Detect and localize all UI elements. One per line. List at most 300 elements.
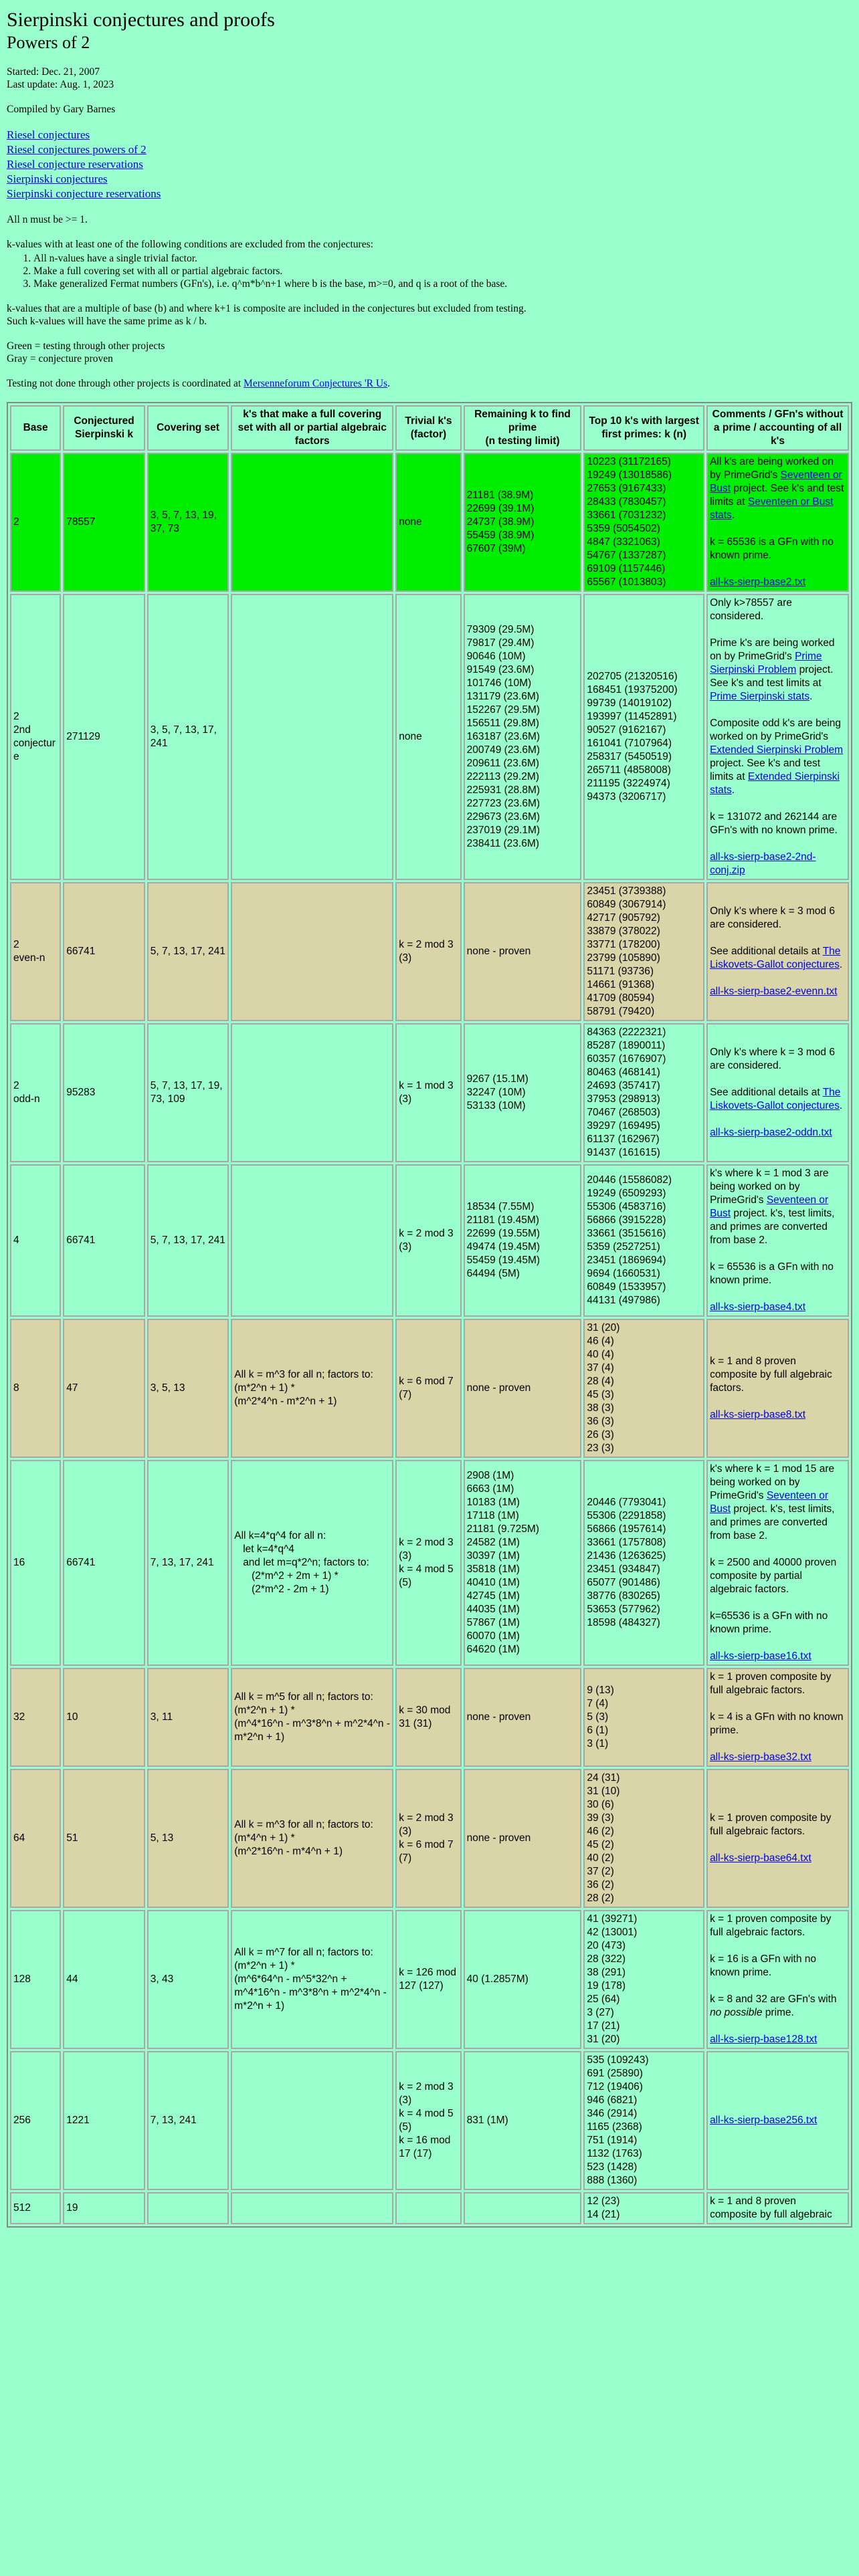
comment-text: Only k>78557 are considered. [710,597,792,622]
top-k-entry: 39297 (169495) [587,1120,660,1132]
remaining-k: none - proven [466,946,531,957]
compiled-by: Compiled by Gary Barnes [7,104,116,115]
comment-text: k = 2500 and 40000 proven composite by partial algebraic factors. [710,1557,837,1595]
column-header [63,405,145,451]
coordination-end: . [387,378,390,389]
top-k-entry: 31 (20) [587,2034,620,2045]
comment-text: All k's are being worked on by PrimeGrid's [710,456,834,481]
comment-text: k=65536 is a GFn with no known prime. [710,1610,828,1635]
comment-block [710,1812,846,1838]
covering-set-cell: 3, 5, 7, 13, 17, 241 [147,594,229,880]
remaining-k: 238411 (23.6M) [466,838,539,849]
comment-text: Prime k's are being worked on by PrimeGrid's [710,637,835,662]
covering-set-cell: 3, 43 [147,1910,229,2049]
top-k-entry: 21436 (1263625) [587,1550,666,1562]
top-k-entry: 7 (4) [587,1698,609,1709]
top-k-entry: 94373 (3206717) [587,791,666,802]
table-row [10,1164,849,1317]
comment-text: See additional details at [710,1087,823,1098]
trivial-ks-cell [395,1023,461,1162]
column-header-text: Remaining k to find prime [474,409,571,433]
comment-block [710,536,846,562]
algebraic-factors-cell [231,453,393,592]
comment-text: k = 1 proven composite by full algebraic factors. [710,1812,832,1837]
table-row [10,2192,849,2224]
top-k-entry: 33661 (3515616) [587,1228,666,1239]
remaining-k: 21181 (9.725M) [466,1523,539,1535]
top-k-entry: 36 (2) [587,1879,614,1891]
column-header [231,405,393,451]
top-k-entry: 712 (19406) [587,2081,643,2092]
top-k-entry: 5359 (5054502) [587,523,660,534]
comment-link[interactable]: The Liskovets-Gallot conjectures [710,1087,841,1111]
table-row [10,453,849,592]
comment-block [710,2033,846,2046]
remaining-k-cell [464,453,582,592]
top-k-entry: 23451 (3739388) [587,885,666,897]
comment-text: Only k's where k = 3 mod 6 are considered. [710,905,835,930]
base-cell [10,2051,61,2190]
base-value: conjecture [13,738,56,762]
trivial-line: k = 6 mod 7 (7) [399,1376,454,1400]
column-header-text: Conjectured Sierpinski k [74,415,134,440]
algebraic-factors-cell [231,1023,393,1162]
comment-block [710,1463,846,1543]
remaining-k-cell [464,1668,582,1767]
remaining-k-cell [464,1164,582,1317]
top-k-entry: 888 (1360) [587,2175,638,2186]
comment-block [710,1046,846,1073]
top-k-entry: 46 (2) [587,1826,614,1837]
base-value: odd-n [13,1093,40,1105]
top-k-entry: 19249 (13018586) [587,469,672,481]
comment-text: k's where k = 1 mod 15 are being worked on by PrimeGrid's [710,1463,835,1501]
comment-link[interactable]: The Liskovets-Gallot conjectures [710,946,841,970]
exclusion-intro: k-values with at least one of the following conditions are excluded from the conjectures: [7,239,373,250]
trivial-ks-cell [395,2192,461,2224]
base-value: 16 [13,1557,25,1568]
comment-block [710,1650,846,1663]
remaining-k-cell [464,1023,582,1162]
conjectured-k-cell: 47 [63,1319,145,1458]
algebraic-factors-cell [231,1910,393,2049]
algebraic-line: (m*2^n + 1) * [234,1705,295,1716]
column-header-text: Comments / GFn's without a prime / accounting of all k's [712,409,844,447]
trivial-ks-cell [395,453,461,592]
algebraic-line: (m*2^n + 1) * [234,1382,295,1394]
coordination-text: Testing not done through other projects is coordinated at [7,378,244,389]
trivial-ks-cell [395,1769,461,1908]
top-k-entry: 18598 (484327) [587,1617,660,1628]
comment-text: See additional details at [710,946,823,957]
remaining-k: 101746 (10M) [466,677,532,689]
top-k-entry: 1132 (1763) [587,2148,642,2159]
top-10-cell [583,1668,704,1767]
algebraic-factors-cell [231,1668,393,1767]
top-k-entry: 80463 (468141) [587,1067,660,1078]
top-k-entry: 26 (3) [587,1429,614,1440]
comment-block [710,1671,846,1697]
comment-text: project. k's, test limits, and primes are converted from base 2. [710,1503,835,1541]
comment-link[interactable]: Seventeen or Bust [710,1490,829,1515]
top-k-entry: 14 (21) [587,2209,620,2220]
top-10-cell [583,1910,704,2049]
nav-link[interactable]: Riesel conjectures [7,128,90,141]
exclusion-item: 1. All n-values have a single trivial factor. [33,252,852,265]
remaining-k: 35818 (1M) [466,1564,520,1575]
comment-text: . [731,510,735,521]
nav-link[interactable]: Riesel conjectures powers of 2 [7,143,147,156]
comments-cell [706,1910,849,2049]
top-k-entry: 45 (2) [587,1839,614,1850]
covering-set-cell: 5, 7, 13, 17, 19, 73, 109 [147,1023,229,1162]
top-k-entry: 37 (4) [587,1362,614,1374]
top-k-entry: 6 (1) [587,1725,609,1736]
base-cell [10,1668,61,1767]
comment-link[interactable]: all-ks-sierp-base128.txt [710,2034,818,2045]
top-k-entry: 28 (322) [587,1953,626,1965]
top-k-entry: 85287 (1890011) [587,1040,666,1051]
conjectured-k-cell: 19 [63,2192,145,2224]
comment-text: k = 1 and 8 proven composite by full algebraic [710,2195,832,2220]
comment-text: Only k's where k = 3 mod 6 are considered. [710,1047,835,1071]
top-k-entry: 53653 (577962) [587,1604,660,1615]
conjectured-k-cell: 66741 [63,1164,145,1317]
base-cell [10,1023,61,1162]
conjectured-k-cell: 66741 [63,882,145,1021]
comment-link[interactable]: all-ks-sierp-base2-oddn.txt [710,1127,832,1138]
nav-link-item [7,128,852,142]
dates [7,66,852,91]
top-10-cell [583,594,704,880]
remaining-k: 21181 (38.9M) [466,490,534,501]
base-value: 2nd [13,724,31,736]
comment-link[interactable]: all-ks-sierp-base32.txt [710,1751,812,1763]
comment-text: k = 4 is a GFn with no known prime. [710,1711,844,1736]
top-k-entry: 40 (2) [587,1852,614,1864]
trivial-ks-cell [395,1910,461,2049]
algebraic-line: (m^4*16^n - m^3*8^n + m^2*4^n - m*2^n + 1) [234,1718,393,1743]
comment-link[interactable]: all-ks-sierp-base64.txt [710,1852,812,1864]
algebraic-line: (m^2*16^n - m*4^n + 1) [234,1846,343,1857]
comment-block [710,1993,846,2020]
remaining-k-cell [464,594,582,880]
remaining-k: 40 (1.2857M) [466,1973,529,1985]
remaining-k: 237019 (29.1M) [466,825,541,836]
remaining-k: 163187 (23.6M) [466,731,541,742]
nav-link-item [7,187,852,201]
algebraic-factors-cell [231,2192,393,2224]
legend-gray: Gray = conjecture proven [7,353,113,364]
comment-link[interactable]: all-ks-sierp-base16.txt [710,1650,812,1662]
nav-link-item [7,157,852,172]
remaining-k: 222113 (29.2M) [466,771,539,782]
trivial-line: k = 2 mod 3 (3) [399,1228,454,1253]
remaining-k: 18534 (7.55M) [466,1201,535,1212]
base-value: even-n [13,952,45,964]
top-k-entry: 5359 (2527251) [587,1241,660,1253]
mersenneforum-link[interactable]: Mersenneforum Conjectures 'R Us [244,378,388,389]
covering-set-cell: 3, 5, 7, 13, 19, 37, 73 [147,453,229,592]
comment-link[interactable]: Seventeen or Bust [710,469,842,494]
top-10-cell [583,453,704,592]
remaining-k: 67607 (39M) [466,543,526,554]
top-k-entry: 691 (25890) [587,2068,643,2079]
top-k-entry: 91437 (161615) [587,1147,660,1158]
trivial-line: k = 126 mod 127 (127) [399,1967,456,1992]
comment-text: k = 131072 and 262144 are GFn's with no known prime. [710,811,838,836]
comment-link[interactable]: all-ks-sierp-base2.txt [710,576,806,588]
top-k-entry: 535 (109243) [587,2054,649,2066]
top-k-entry: 20446 (15586082) [587,1174,672,1186]
comment-text: project. k's, test limits, and primes are converted from base 2. [710,1208,835,1246]
remaining-k: 55459 (38.9M) [466,530,535,541]
comment-text: project. See k's and test limits at [710,483,844,508]
comment-link[interactable]: Seventeen or Bust stats [710,496,834,521]
comment-text: . [809,691,813,702]
table-body [10,453,849,2224]
top-10-cell [583,1023,704,1162]
remaining-k: 44035 (1M) [466,1604,520,1615]
trivial-ks-cell [395,1319,461,1458]
comment-block [710,905,846,932]
base-cell [10,2192,61,2224]
comment-text: k = 1 proven composite by full algebraic factors. [710,1671,832,1696]
comment-text: k = 1 and 8 proven composite by full algebraic factors. [710,1356,832,1394]
remaining-k: 831 (1M) [466,2115,508,2126]
trivial-line: none [399,731,422,742]
table-row [10,1023,849,1162]
top-k-entry: 84363 (2222321) [587,1027,666,1038]
conjectured-k-cell: 44 [63,1910,145,2049]
comment-link[interactable]: all-ks-sierp-base256.txt [710,2115,818,2126]
top-k-entry: 42 (13001) [587,1927,638,1938]
column-header [10,405,61,451]
top-k-entry: 60849 (3067914) [587,899,666,910]
algebraic-line: All k = m^3 for all n; factors to: [234,1369,373,1380]
remaining-k: none - proven [466,1382,531,1394]
remaining-k: 32247 (10M) [466,1087,526,1098]
comment-link[interactable]: Prime Sierpinski Problem [710,651,822,675]
top-k-entry: 45 (3) [587,1389,614,1400]
comment-text: k's where k = 1 mod 3 are being worked on by PrimeGrid's [710,1168,829,1206]
top-k-entry: 28 (4) [587,1376,614,1387]
top-10-cell [583,2051,704,2190]
top-k-entry: 23451 (1869694) [587,1255,666,1266]
top-k-entry: 9 (13) [587,1685,614,1696]
comment-link[interactable]: all-ks-sierp-base8.txt [710,1409,806,1420]
comment-text: Composite odd k's are being worked on by PrimeGrid's [710,718,842,742]
nav-link-item [7,142,852,157]
top-k-entry: 65077 (901486) [587,1577,660,1588]
top-k-entry: 23 (3) [587,1442,614,1454]
top-k-entry: 33661 (1757808) [587,1537,666,1548]
comment-block [710,717,846,797]
top-k-entry: 751 (1914) [587,2135,638,2146]
comment-block [710,1953,846,1979]
comment-block [710,455,846,522]
trivial-ks-cell [395,1164,461,1317]
nav-link[interactable]: Sierpinski conjecture reservations [7,187,161,200]
top-k-entry: 24 (31) [587,1772,620,1784]
comment-link[interactable]: all-ks-sierp-base4.txt [710,1301,806,1313]
comment-block [710,851,846,877]
comment-link[interactable]: Prime Sierpinski stats [710,691,810,702]
trivial-line: k = 30 mod 31 (31) [399,1705,451,1729]
comment-block [710,1913,846,1939]
top-k-entry: 99739 (14019102) [587,697,672,709]
comment-block [710,1355,846,1395]
top-k-entry: 23799 (105890) [587,952,660,964]
remaining-k: 2908 (1M) [466,1470,514,1481]
remaining-k: 40410 (1M) [466,1577,520,1588]
top-k-entry: 38 (291) [587,1967,626,1978]
remaining-k: 53133 (10M) [466,1100,526,1111]
top-k-entry: 60849 (1533957) [587,1281,666,1293]
base-cell [10,1164,61,1317]
algebraic-factors-cell [231,882,393,1021]
top-10-cell [583,1460,704,1666]
remaining-k: 131179 (23.6M) [466,691,539,702]
remaining-k: none - proven [466,1711,531,1723]
remaining-k: 22699 (39.1M) [466,503,535,514]
base-value: 2 [13,516,19,528]
column-header-text: Top 10 k's with largest first primes: k (n) [589,415,699,440]
top-k-entry: 33661 (7031232) [587,510,666,521]
remaining-k: 225931 (28.8M) [466,784,541,796]
remaining-k: 64620 (1M) [466,1644,520,1655]
top-k-entry: 258317 (5450519) [587,751,672,762]
top-k-entry: 20446 (7793041) [587,1497,666,1508]
top-k-entry: 9694 (1660531) [587,1268,660,1279]
column-header [147,405,229,451]
coordination-note [7,377,852,390]
top-k-entry: 41709 (80594) [587,992,655,1004]
sierpinski-table [7,402,852,2228]
top-k-entry: 33771 (178200) [587,939,660,950]
top-k-entry: 44131 (497986) [587,1295,660,1306]
algebraic-line: (m*2^n + 1) * [234,1960,295,1971]
remaining-k-cell [464,1769,582,1908]
comments-cell [706,594,849,880]
remaining-k: 57867 (1M) [466,1617,520,1628]
column-header-text: (n testing limit) [485,435,560,447]
top-10-cell [583,1769,704,1908]
column-header-text: Trivial k's (factor) [405,415,452,440]
column-header [583,405,704,451]
top-k-entry: 58791 (79420) [587,1006,655,1017]
base-cell [10,1769,61,1908]
table-row [10,594,849,880]
comment-block [710,1126,846,1140]
column-header [395,405,461,451]
comment-block [710,811,846,837]
base-value: 256 [13,2115,31,2126]
comment-link[interactable]: all-ks-sierp-base2-evenn.txt [710,986,838,997]
comment-text: . [731,784,735,796]
comment-block [710,1086,846,1113]
comments-cell [706,1460,849,1666]
trivial-ks-cell [395,882,461,1021]
trivial-line: k = 1 mod 3 (3) [399,1080,454,1105]
remaining-k-cell [464,2051,582,2190]
comment-block [710,985,846,998]
comment-block [710,945,846,972]
multiple-note-1: k-values that are a multiple of base (b) and where k+1 is composite are included in the conjectures but excluded from testing. [7,303,527,314]
base-value: 2 [13,711,19,722]
page-subtitle: Powers of 2 [7,33,90,52]
base-value: 32 [13,1711,25,1723]
column-header [464,405,582,451]
top-k-entry: 36 (3) [587,1416,614,1427]
algebraic-factors-cell [231,2051,393,2190]
conjectured-k-cell: 271129 [63,594,145,880]
comment-link[interactable]: all-ks-sierp-base2-2nd-conj.zip [710,851,816,876]
covering-set-cell: 5, 7, 13, 17, 241 [147,882,229,1021]
column-header-text: k's that make a full covering set with all or partial algebraic factors [237,409,387,447]
comment-block [710,597,846,623]
nav-link[interactable]: Riesel conjecture reservations [7,158,143,171]
table-row [10,2051,849,2190]
base-value: 2 [13,1080,19,1091]
base-cell [10,594,61,880]
comment-link[interactable]: Extended Sierpinski stats [710,771,840,796]
conjectured-k-cell: 51 [63,1769,145,1908]
top-k-entry: 28 (2) [587,1893,614,1904]
remaining-k-cell [464,1910,582,2049]
comment-text: . [839,1100,843,1111]
comment-block [710,1852,846,1865]
multiple-note [7,302,852,328]
top-10-cell [583,1319,704,1458]
table-row [10,1910,849,2049]
top-k-entry: 42717 (905792) [587,912,660,924]
remaining-k: 21181 (19.45M) [466,1214,539,1226]
comment-link[interactable]: Seventeen or Bust [710,1194,829,1219]
top-k-entry: 70467 (268503) [587,1107,660,1118]
covering-set-cell: 5, 7, 13, 17, 241 [147,1164,229,1317]
comment-block [710,2114,846,2127]
remaining-k: 30397 (1M) [466,1550,520,1562]
table-header [10,405,849,451]
base-cell [10,882,61,1021]
nav-link[interactable]: Sierpinski conjectures [7,173,108,185]
conjectured-k-cell: 66741 [63,1460,145,1666]
top-k-entry: 4847 (3321063) [587,536,660,548]
comment-block [710,1610,846,1636]
top-k-entry: 31 (10) [587,1786,620,1797]
comment-text: project. See k's and test limits at [710,664,834,689]
algebraic-line: (2*m^2 - 2m + 1) [234,1584,329,1595]
top-k-entry: 211195 (3224974) [587,778,670,789]
top-10-cell [583,2192,704,2224]
remaining-k: 152267 (29.5M) [466,704,541,716]
remaining-k: 42745 (1M) [466,1590,520,1602]
top-k-entry: 523 (1428) [587,2161,638,2173]
comment-block [710,1751,846,1764]
trivial-line: none [399,516,422,528]
covering-set-cell: 3, 5, 13 [147,1319,229,1458]
base-value: 512 [13,2202,31,2214]
comment-text: k = 8 and 32 are GFn's with [710,1994,837,2005]
covering-set-cell: 5, 13 [147,1769,229,1908]
base-value: 8 [13,1382,19,1394]
remaining-k: 9267 (15.1M) [466,1073,529,1085]
trivial-line: k = 4 mod 5 (5) [399,2108,454,2133]
algebraic-line: (m*4^n + 1) * [234,1832,295,1844]
comment-link[interactable]: Extended Sierpinski Problem [710,744,844,756]
base-cell [10,453,61,592]
